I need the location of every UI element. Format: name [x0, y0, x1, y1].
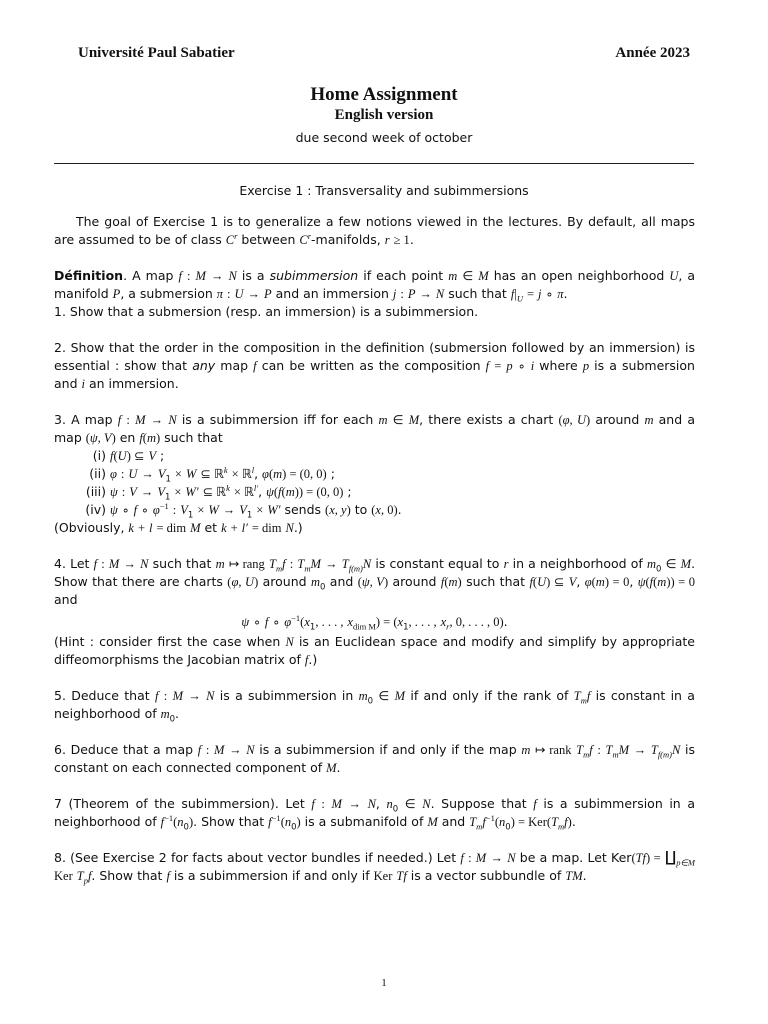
- horizontal-rule: [54, 163, 694, 164]
- question-8: 8. (See Exercise 2 for facts about vector bundles if needed.) Let f : M → N be a map. Let $Ker(Tf) = ∐_{p\in M}$ Ker $T_pf$. Show that f is a subimmersion if and only if Ker Tf is a vector subbundle of TM.: [54, 850, 695, 886]
- year: Année 2023: [615, 45, 690, 61]
- question-6: 6. Deduce that a map f : M → N is a subimmersion if and only if the map m ↦ rank $T_mf$ : $T_mM \to T_{f(m)}N$ is constant on each connected component of M.: [54, 742, 695, 775]
- exercise-title: Exercise 1 : Transversality and subimmersions: [239, 183, 529, 198]
- hint-paragraph: (Hint : consider first the case when N is an Euclidean space and modify and simplify by appropriate diffeomorphisms the Jacobian matrix of f.): [54, 634, 695, 667]
- equation-normal-form: ψ ∘ f ∘ $\varphi^{-1}(x_1$, . . . , $x_{dim M}) = (x_1$, . . . , $x_r$, 0, . . . , 0).: [241, 612, 508, 633]
- definition-paragraph: Définition. A map f : M → N is a subimmersion if each point m ∈ M has an open neighborhood U, a manifold P, a submersion π : U → P and an immersion j : P → N such that $f|_U = j$ ∘ π.: [54, 268, 696, 304]
- obviously-note: (Obviously, k + l = dim M et k + l′ = dim N.): [54, 520, 303, 535]
- condition-ii: (ii) φ : $U \to V_1 \times W$ ⊆ ℝ$^k$ × ℝ$^l$, φ(m) = (0, 0) ;: [89, 464, 335, 485]
- question-5: 5. Deduce that f : M → N is a subimmersion in $m_0$ ∈ M if and only if the rank of $T_mf$ is constant in a neighborhood of $m_0$.: [54, 688, 695, 725]
- header: [78, 45, 690, 65]
- university-name: Université Paul Sabatier: [78, 45, 235, 61]
- due-date: due second week of october: [295, 130, 473, 145]
- condition-i: (i) f(U) ⊆ V ;: [92, 448, 165, 463]
- question-7: 7 (Theorem of the subimmersion). Let f : M → N, $n_0$ ∈ N. Suppose that f is a subimmersion in a neighborhood of $f^{-1}(n_0)$. Show that $f^{-1}(n_0)$ is a submanifold of M and $T_mf^{-1}(n_0) = Ker(T_mf)$.: [54, 796, 695, 833]
- condition-iv: (iv) ψ ∘ f ∘ $\varphi^{-1}$ : $V_1 \times W \to V_1 \times W'$ sends (x, y) to (x, 0).: [85, 500, 402, 521]
- question-4: 4. Let f : M → N such that m ↦ rang $T_mf$ : $T_mM \to T_{f(m)}N$ is constant equal to r in a neighborhood of $m_0$ ∈ M. Show that there are charts (φ, U) around $m_0$ and (ψ, V) around f(m) such that f(U) ⊆ V, φ(m) = 0, ψ(f(m)) = 0 and: [54, 556, 696, 607]
- question-2: 2. Show that the order in the composition in the definition (submersion followed by an immersion) is essential : show that any map f can be written as the composition f = p ∘ i where p is a submersion and i an immersion.: [54, 340, 695, 391]
- page-title: Home Assignment: [310, 84, 458, 105]
- exercise-body: [54, 213, 695, 885]
- intro-paragraph: The goal of Exercise 1 is to generalize a few notions viewed in the lectures. By default, all maps are assumed to be of class $C^r$ between $C^r$-manifolds, r ≥ 1.: [54, 214, 695, 247]
- page-subtitle: English version: [334, 107, 434, 123]
- condition-iii: (iii) ψ : $V \to V_1 \times W'$ ⊆ ℝ$^k$ × ℝ$^{l'}$, ψ(f(m)) = (0, 0) ;: [85, 482, 352, 503]
- question-1: 1. Show that a submersion (resp. an immersion) is a subimmersion.: [54, 304, 479, 319]
- conditions-list: [54, 447, 695, 519]
- question-3: 3. A map f : M → N is a subimmersion iff for each m ∈ M, there exists a chart (φ, U) around m and a map (ψ, V) en f(m) such that: [54, 412, 695, 445]
- page-number: 1: [381, 977, 387, 989]
